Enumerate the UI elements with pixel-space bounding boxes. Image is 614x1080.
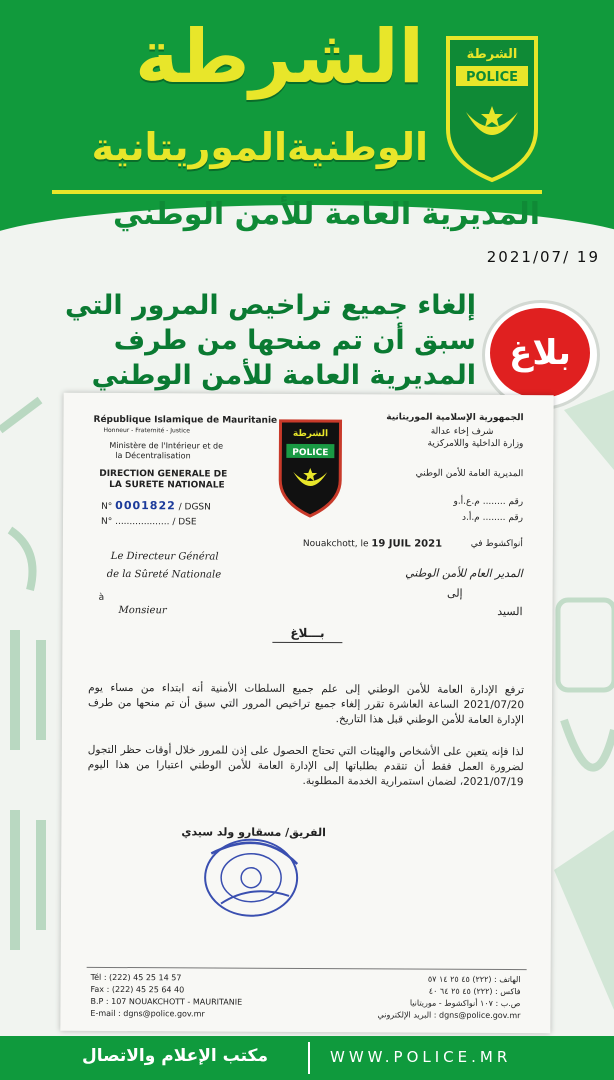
footer-office: مكتب الإعلام والاتصال	[82, 1046, 268, 1066]
doc-title: بـــلاغ	[62, 625, 552, 645]
doc-ar-ref-2: رقم ........ م.أ.د	[461, 512, 524, 524]
decorative-left-art	[0, 390, 60, 1030]
doc-signer: الفريق/ مسقارو ولد سيدي	[181, 825, 326, 840]
official-stamp-icon	[201, 833, 301, 920]
doc-footer-divider	[87, 967, 527, 970]
doc-fr-direction-line1: DIRECTION GENERALE DE	[99, 468, 228, 480]
doc-footer-ar-email: dgns@police.gov.mr : البريد الإلكتروني	[377, 1010, 521, 1021]
official-document	[60, 393, 553, 1034]
doc-place-date	[303, 538, 442, 550]
doc-ar-directorate: المديرية العامة للأمن الوطني	[415, 468, 524, 480]
doc-fr-ministry-line1: Ministère de l'Intérieur et de	[109, 440, 224, 451]
doc-ref-prefix-2: N°	[100, 516, 113, 527]
shield-top-text: الشرطة	[466, 47, 518, 62]
doc-fr-monsieur: Monsieur	[118, 605, 167, 617]
doc-footer-email: E-mail : dgns@police.gov.mr	[90, 1008, 205, 1019]
doc-fr-ministry-line2: la Décentralisation	[115, 450, 191, 461]
doc-ar-mister: السيد	[497, 604, 523, 619]
footer-website-link[interactable]: WWW.POLICE.MR	[330, 1048, 512, 1066]
doc-emblem-label: POLICE	[292, 447, 329, 459]
doc-footer-ar-bp: ص.ب : ١٠٧ أنواكشوط - موريتانيا	[409, 998, 521, 1009]
doc-ar-dg: المدير العام للأمن الوطني	[405, 566, 523, 581]
doc-ref-dse-line: N° ................... / DSE	[100, 516, 197, 528]
doc-fr-direction-line2: LA SURETE NATIONALE	[109, 479, 225, 491]
doc-paragraph-1: ترفع الإدارة العامة للأمن الوطني إلى علم جميع السلطات الأمنية أنه ابتداء من مساء يوم 2021/07/20 الساعة العاشرة تقرر إلغاء جميع تراخيص المرور التي سبق أن تم منحها من طرف الإدارة العامة للأمن الوطني قبل هذا التاريخ.	[88, 681, 525, 727]
doc-ar-to: إلى	[447, 586, 463, 600]
header-divider	[52, 190, 542, 194]
shield-label: POLICE	[465, 70, 519, 85]
doc-footer-ar-tel: الهاتف : (٢٢٢) ٤٥ ٢٥ ١٤ ٥٧	[427, 974, 521, 985]
doc-paragraph-2: لذا فإنه يتعين على الأشخاص والهيئات التي تحتاج الحصول على إذن للمرور خلال أوقات حظر التجول لضرورة العمل فقط أن تتقدم بطلباتها إلى الإدارة العامة للأمن الوطني اعتبارا من هذا اليوم 2021/07/19، لضمان استمرارية الخدمة المطلوبة.	[87, 743, 524, 789]
doc-ref-value: 0001822	[115, 498, 176, 513]
announcement-badge: بلاغ	[490, 308, 590, 398]
doc-fr-republic: République Islamique de Mauritanie	[93, 414, 278, 426]
doc-ar-republic: الجمهورية الإسلامية الموريتانية	[386, 412, 524, 424]
doc-police-emblem-icon	[277, 418, 344, 518]
publication-date: 2021/07/ 19	[486, 248, 600, 266]
announcement-headline: إلغاء جميع تراخيص المرور التي سبق أن تم منحها من طرف المديرية العامة للأمن الوطني	[64, 290, 476, 391]
doc-fr-dg-line1: Le Directeur Général	[110, 550, 219, 563]
doc-reference-number	[101, 499, 211, 513]
doc-footer-tel: Tél : (222) 45 25 14 57	[90, 972, 182, 983]
doc-fr-motto: Honneur - Fraternité - Justice	[103, 426, 190, 435]
header-title-main: الشرطة	[134, 14, 424, 100]
doc-ar-ref-1: رقم ........ م.ع.أ.و	[453, 496, 524, 508]
doc-ar-ministry: وزارة الداخلية واللامركزية	[427, 438, 524, 450]
doc-ref-dse: / DSE	[172, 517, 197, 528]
doc-place-date-value: 19 JUIL 2021	[371, 538, 443, 550]
footer-separator	[308, 1042, 310, 1074]
decorative-right-art	[554, 390, 614, 1030]
doc-ar-motto: شرف إخاء عدالة	[430, 426, 494, 437]
doc-emblem-top: الشرطة	[292, 428, 329, 440]
doc-ar-place: أنواكشوط في	[470, 538, 523, 550]
doc-place-prefix: Nouakchott, le	[302, 538, 369, 550]
doc-ref-dgsn: / DGSN	[178, 502, 211, 513]
doc-footer-ar-fax: فاكس : (٢٢٢) ٤٥ ٢٥ ٦٤ ٤٠	[428, 986, 521, 997]
doc-ref-prefix: N°	[101, 501, 113, 512]
police-shield-icon	[444, 34, 540, 184]
doc-fr-dg-line2: de la Sûreté Nationale	[106, 568, 222, 581]
doc-footer-bp: B.P : 107 NOUAKCHOTT - MAURITANIE	[90, 996, 243, 1007]
header-directorate: المديرية العامة للأمن الوطني	[112, 197, 540, 232]
doc-footer-fax: Fax : (222) 45 25 64 40	[90, 984, 185, 995]
header-title-sub: الوطنيةالموريتانية	[91, 125, 428, 169]
doc-fr-to: à	[98, 592, 105, 603]
